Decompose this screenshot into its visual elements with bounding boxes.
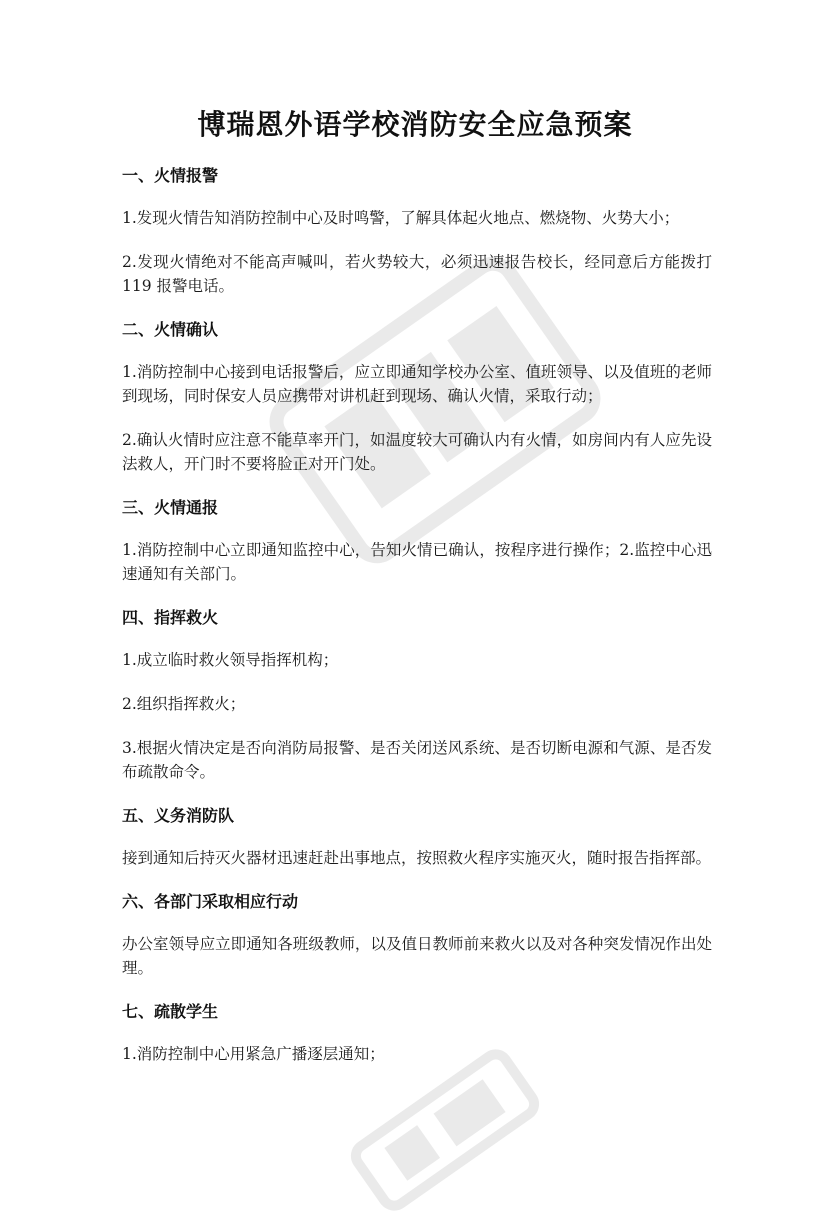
- page-title: 博瑞恩外语学校消防安全应急预案: [197, 108, 633, 141]
- section-heading: 二、火情确认: [122, 320, 219, 339]
- document-body: [122, 164, 712, 1086]
- section-heading: 三、火情通报: [122, 498, 219, 517]
- section-fire-confirm: [122, 318, 712, 476]
- section-paragraph: 3.根据火情决定是否向消防局报警、是否关闭送风系统、是否切断电源和气源、是否发布疏散命令。: [122, 739, 712, 781]
- section-departments: [122, 890, 712, 980]
- section-heading: 四、指挥救火: [122, 608, 219, 627]
- section-heading: 五、义务消防队: [122, 806, 235, 825]
- section-fire-alarm: [122, 164, 712, 298]
- section-fire-notify: [122, 496, 712, 586]
- section-paragraph: 办公室领导应立即通知各班级教师，以及值日教师前来救火以及对各种突发情况作出处理。: [122, 935, 712, 977]
- section-paragraph: 1.消防控制中心立即通知监控中心，告知火情已确认，按程序进行操作；2.监控中心迅速通知有关部门。: [122, 541, 712, 583]
- section-paragraph: 接到通知后持灭火器材迅速赶赴出事地点，按照救火程序实施灭火，随时报告指挥部。: [122, 849, 712, 867]
- section-heading: 七、疏散学生: [122, 1002, 219, 1021]
- section-paragraph: 1.成立临时救火领导指挥机构；: [122, 651, 339, 669]
- section-paragraph: 2.确认火情时应注意不能草率开门，如温度较大可确认内有火情，如房间内有人应先设法救人，开门时不要将脸正对开门处。: [122, 431, 712, 473]
- section-paragraph: 2.组织指挥救火；: [122, 695, 246, 713]
- section-paragraph: 1.消防控制中心用紧急广播逐层通知；: [122, 1045, 385, 1063]
- section-paragraph: 1.消防控制中心接到电话报警后，应立即通知学校办公室、值班领导、以及值班的老师到现场，同时保安人员应携带对讲机赶到现场、确认火情，采取行动；: [122, 363, 712, 405]
- section-evacuation: [122, 1000, 712, 1066]
- section-command: [122, 606, 712, 784]
- section-heading: 六、各部门采取相应行动: [122, 892, 299, 911]
- section-heading: 一、火情报警: [122, 166, 219, 185]
- section-paragraph: 1.发现火情告知消防控制中心及时鸣警，了解具体起火地点、燃烧物、火势大小；: [122, 209, 680, 227]
- section-volunteer-team: [122, 804, 712, 870]
- section-paragraph: 2.发现火情绝对不能高声喊叫，若火势较大，必须迅速报告校长，经同意后方能拨打 119 报警电话。: [122, 253, 712, 295]
